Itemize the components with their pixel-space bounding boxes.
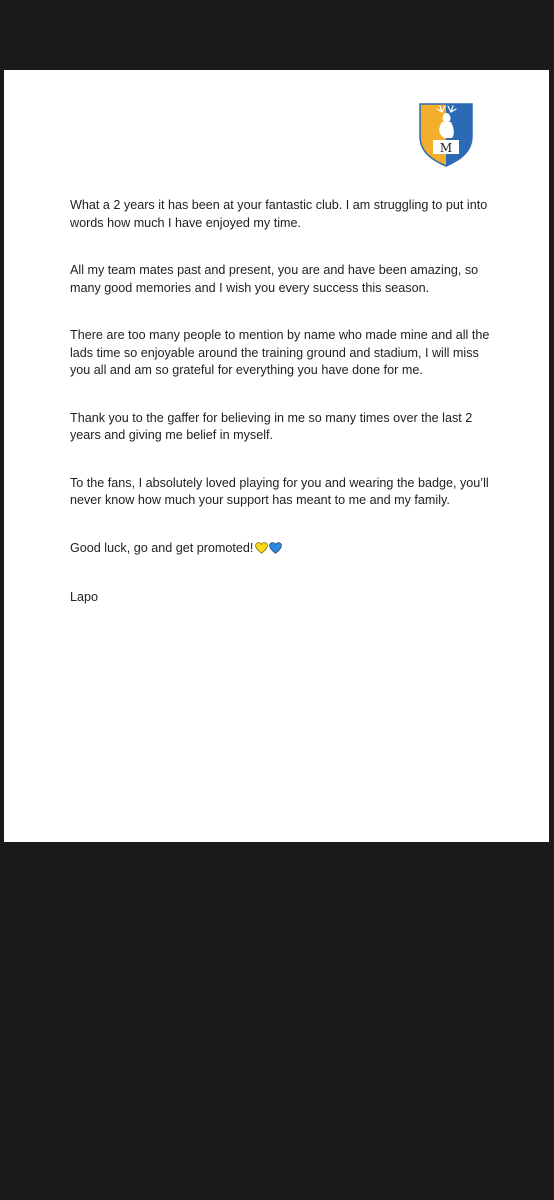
letter-page xyxy=(4,70,549,842)
letter-paragraph-5: To the fans, I absolutely loved playing for you and wearing the badge, you’ll never know how much your support has meant to me and my family. xyxy=(70,475,489,507)
closing-text: Good luck, go and get promoted! xyxy=(70,540,254,555)
letter-paragraph-2: All my team mates past and present, you are and have been amazing, so many good memories and I wish you every success this season. xyxy=(70,263,479,295)
letter-paragraph-4: Thank you to the gaffer for believing in me so many times over the last 2 years and giving me belief in myself. xyxy=(70,410,473,442)
yellow-heart-icon xyxy=(255,542,268,554)
club-crest-icon xyxy=(418,102,474,168)
letter-closing-line xyxy=(70,540,490,560)
hearts-group xyxy=(255,542,283,560)
letter-body xyxy=(70,197,490,637)
svg-text:M: M xyxy=(439,141,453,155)
letter-paragraph-3: There are too many people to mention by name who made mine and all the lads time so enjoyable around the training ground and stadium, I will miss you all and am so grateful for everything you have done for me. xyxy=(70,328,490,377)
blue-heart-icon xyxy=(269,542,282,554)
letter-paragraph-1: What a 2 years it has been at your fantastic club. I am struggling to put into words how much I have enjoyed my time. xyxy=(70,198,488,230)
signature: Lapo xyxy=(70,590,99,604)
